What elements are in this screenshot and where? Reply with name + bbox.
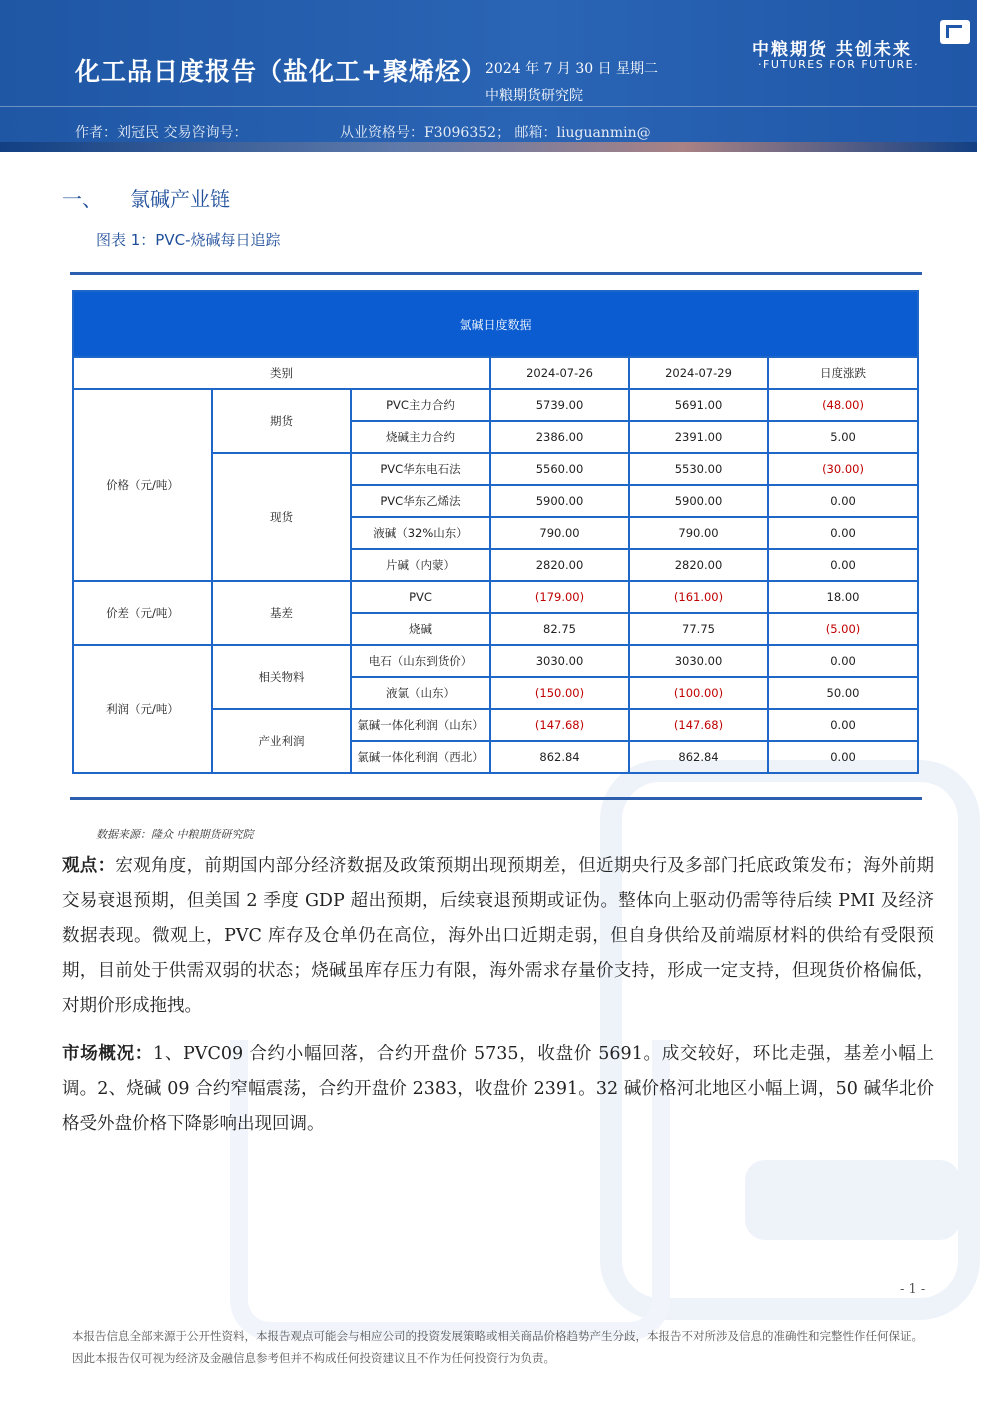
report-title: 化工品日度报告（盐化工+聚烯烃） <box>75 57 487 86</box>
change-cell: (5.00) <box>768 613 918 645</box>
table-caption: 氯碱日度数据 <box>73 291 918 357</box>
section-heading <box>62 183 230 212</box>
change-cell: 18.00 <box>768 581 918 613</box>
value-cell: 862.84 <box>490 741 629 773</box>
subgroup-label-spot: 现货 <box>212 453 351 581</box>
header-category: 类别 <box>73 357 490 389</box>
item-cell: PVC主力合约 <box>351 389 490 421</box>
item-cell: PVC华东电石法 <box>351 453 490 485</box>
header-date-2: 2024-07-29 <box>629 357 768 389</box>
value-cell: (150.00) <box>490 677 629 709</box>
change-cell: 0.00 <box>768 517 918 549</box>
section-number: 一、 <box>62 187 102 211</box>
value-cell: 2386.00 <box>490 421 629 453</box>
value-cell: 5900.00 <box>629 485 768 517</box>
value-cell: 3030.00 <box>490 645 629 677</box>
subgroup-label-materials: 相关物料 <box>212 645 351 709</box>
view-paragraph <box>62 849 934 1024</box>
brand-slogan: ·FUTURES FOR FUTURE· <box>758 58 920 71</box>
table-row <box>73 645 918 677</box>
author-info: 作者：刘冠民 交易咨询号： <box>75 125 248 141</box>
subgroup-label-basis: 基差 <box>212 581 351 645</box>
value-cell: (179.00) <box>490 581 629 613</box>
item-cell: 液氯（山东） <box>351 677 490 709</box>
value-cell: 3030.00 <box>629 645 768 677</box>
value-cell: (147.68) <box>490 709 629 741</box>
value-cell: 2820.00 <box>490 549 629 581</box>
item-cell: 片碱（内蒙） <box>351 549 490 581</box>
change-cell: 0.00 <box>768 741 918 773</box>
table-row <box>73 581 918 613</box>
group-label-profit: 利润（元/吨） <box>73 645 212 773</box>
company-logo-icon <box>940 20 970 44</box>
header-date-1: 2024-07-26 <box>490 357 629 389</box>
change-cell: 0.00 <box>768 485 918 517</box>
table-bottom-rule <box>70 797 922 800</box>
change-cell: 0.00 <box>768 709 918 741</box>
change-cell: 0.00 <box>768 549 918 581</box>
item-cell: 烧碱 <box>351 613 490 645</box>
item-cell: PVC华东乙烯法 <box>351 485 490 517</box>
disclaimer: 本报告信息全部来源于公开性资料，本报告观点可能会与相应公司的投资发展策略或相关商品价格趋势产生分歧，本报告不对所涉及信息的准确性和完整性作任何保证。因此本报告仅可视为经济及金融信息参考但并不构成任何投资建议且不作为任何投资行为负责。 <box>72 1329 923 1365</box>
change-cell: (30.00) <box>768 453 918 485</box>
change-cell: 50.00 <box>768 677 918 709</box>
header-bottom-band <box>0 142 977 152</box>
market-text: 1、PVC09 合约小幅回落，合约开盘价 5735，收盘价 5691。成交较好，环比走强，基差小幅上调。2、烧碱 09 合约窄幅震荡，合约开盘价 2383，收盘价 2391。32 碱价格河北地区小幅上调，50 碱华北价格受外盘价格下降影响出现回调。 <box>62 1044 935 1134</box>
value-cell: 82.75 <box>490 613 629 645</box>
value-cell: (147.68) <box>629 709 768 741</box>
item-cell: 液碱（32%山东） <box>351 517 490 549</box>
table-top-rule <box>70 272 922 275</box>
background-decoration-block <box>745 1160 960 1240</box>
value-cell: 862.84 <box>629 741 768 773</box>
header-divider <box>0 106 977 107</box>
value-cell: 2820.00 <box>629 549 768 581</box>
value-cell: (161.00) <box>629 581 768 613</box>
data-source-note: 数据来源：隆众 中粮期货研究院 <box>96 828 254 841</box>
value-cell: 5560.00 <box>490 453 629 485</box>
value-cell: 5739.00 <box>490 389 629 421</box>
brand-name: 中粮期货 共创未来 <box>752 40 912 60</box>
table-header-row <box>73 357 918 389</box>
report-date: 2024 年 7 月 30 日 星期二 <box>485 61 659 77</box>
qualification-info: 从业资格号：F3096352； 邮箱：liuguanmin@ <box>340 125 651 141</box>
figure-title: 图表 1：PVC-烧碱每日追踪 <box>96 231 281 249</box>
table-row <box>73 389 918 421</box>
institute-name: 中粮期货研究院 <box>485 88 583 104</box>
market-label: 市场概况： <box>62 1044 153 1064</box>
header-change: 日度涨跌 <box>768 357 918 389</box>
item-cell: 氯碱一体化利润（西北） <box>351 741 490 773</box>
item-cell: 氯碱一体化利润（山东） <box>351 709 490 741</box>
subgroup-label-industry-profit: 产业利润 <box>212 709 351 773</box>
item-cell: 电石（山东到货价） <box>351 645 490 677</box>
group-label-price: 价格（元/吨） <box>73 389 212 581</box>
group-label-spread: 价差（元/吨） <box>73 581 212 645</box>
value-cell: 790.00 <box>629 517 768 549</box>
value-cell: 2391.00 <box>629 421 768 453</box>
change-cell: (48.00) <box>768 389 918 421</box>
change-cell: 0.00 <box>768 645 918 677</box>
page-number: - 1 - <box>900 1282 926 1297</box>
item-cell: PVC <box>351 581 490 613</box>
value-cell: 790.00 <box>490 517 629 549</box>
value-cell: (100.00) <box>629 677 768 709</box>
subgroup-label-futures: 期货 <box>212 389 351 453</box>
value-cell: 5691.00 <box>629 389 768 421</box>
item-cell: 烧碱主力合约 <box>351 421 490 453</box>
view-label: 观点： <box>62 856 116 876</box>
section-title: 氯碱产业链 <box>130 187 230 211</box>
value-cell: 77.75 <box>629 613 768 645</box>
value-cell: 5900.00 <box>490 485 629 517</box>
value-cell: 5530.00 <box>629 453 768 485</box>
change-cell: 5.00 <box>768 421 918 453</box>
view-text: 宏观角度，前期国内部分经济数据及政策预期出现预期差，但近期央行及多部门托底政策发布；海外前期交易衰退预期，但美国 2 季度 GDP 超出预期，后续衰退预期或证伪。整体向上驱动仍需等待后续 PMI 及经济数据表现。微观上，PVC 库存及仓单仍在高位，海外出口近期走弱，但自身供给及前端原材料的供给有受限预期，目前处于供需双弱的状态；烧碱虽库存压力有限，海外需求存量价支持，形成一定支持，但现货价格偏低，对期价形成拖拽。 <box>62 856 934 1016</box>
report-header <box>0 0 977 152</box>
chlor-alkali-daily-table <box>72 290 919 774</box>
market-overview-paragraph <box>62 1037 934 1142</box>
